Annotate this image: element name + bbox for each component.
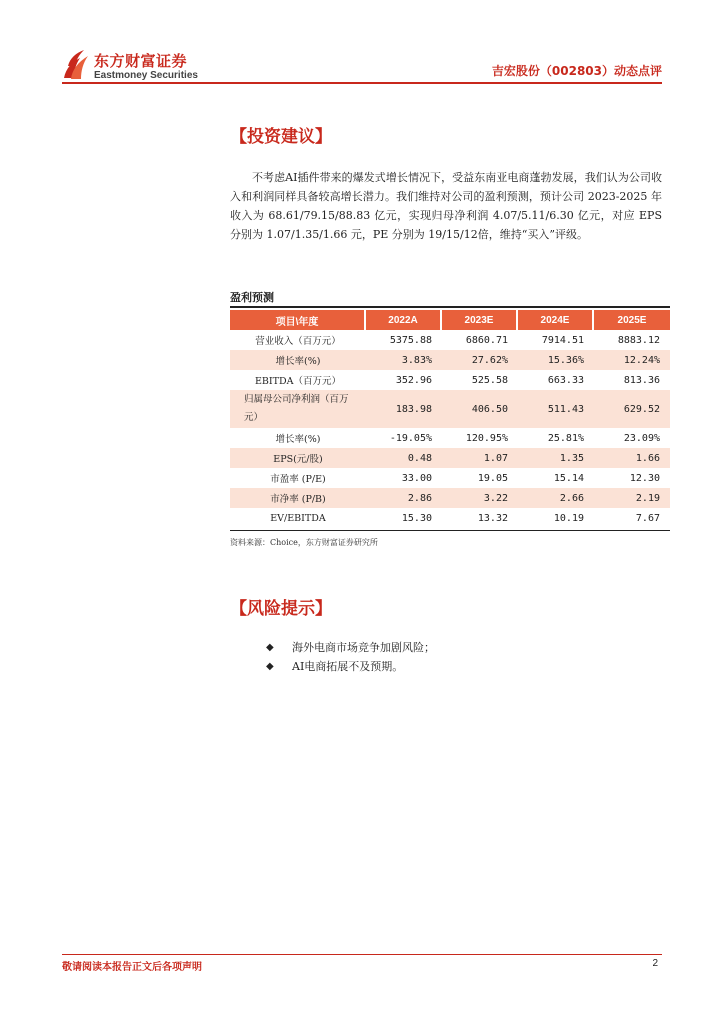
table-source-note: 资料来源：Choice，东方财富证券研究所 <box>230 538 378 547</box>
cell-value: 27.62% <box>442 350 518 370</box>
cell-value: 12.24% <box>594 350 670 370</box>
row-label: EPS(元/股) <box>230 448 366 468</box>
cell-value: 12.30 <box>629 472 660 484</box>
investment-recommendation-paragraph: 不考虑AI插件带来的爆发式增长情况下，受益东南亚电商蓬勃发展，我们认为公司收入和利润同样具备较高增长潜力。我们维持对公司的盈利预测，预计公司 2023-2025 年收入为 68.61/79.15/88.83 亿元，实现归母净利润 4.07/5.11/6.30 亿元，对应 EPS 分别为 1.07/1.35/1.66 元，PE 分别为 19/15/12倍，维持“买入”评级。 <box>230 171 662 241</box>
cell-value: 15.14 <box>553 472 584 484</box>
table-row-pe <box>230 468 670 488</box>
cell-value: 2.19 <box>594 488 670 508</box>
cell-value: 15.36% <box>518 350 594 370</box>
table-row-ebitda <box>230 370 670 390</box>
cell-value: 120.95% <box>465 432 508 444</box>
table-row-profit-growth <box>230 428 670 448</box>
cell-value: 6860.71 <box>465 334 508 346</box>
row-label: 增长率(%) <box>275 434 321 445</box>
table-row-revenue-growth <box>230 350 670 370</box>
brand-name-cn: 东方财富证券 <box>94 52 188 70</box>
forecast-table-title: 盈利预测 <box>230 291 274 304</box>
cell-value: 406.50 <box>442 390 518 428</box>
table-row-net-profit <box>230 390 670 428</box>
row-label: 归属母公司净利润（百万元） <box>230 390 366 428</box>
cell-value: 7.67 <box>635 512 660 524</box>
cell-value: 525.58 <box>471 374 508 386</box>
cell-value: -19.05% <box>389 432 432 444</box>
investment-recommendation-heading: 【投资建议】 <box>230 127 332 147</box>
cell-value: 0.48 <box>366 448 442 468</box>
eastmoney-flame-icon <box>62 48 90 82</box>
cell-value: 19.05 <box>477 472 508 484</box>
column-header-2024e: 2024E <box>518 310 594 330</box>
column-header-2025e: 2025E <box>594 310 670 330</box>
cell-value: 3.83% <box>366 350 442 370</box>
row-label: 营业收入（百万元） <box>255 336 341 347</box>
table-row-ev-ebitda <box>230 508 670 528</box>
earnings-forecast-table <box>230 310 670 528</box>
cell-value: 1.35 <box>518 448 594 468</box>
list-item <box>266 638 435 657</box>
row-label: EBITDA（百万元） <box>255 376 341 387</box>
cell-value: 2.86 <box>366 488 442 508</box>
list-item <box>266 657 435 676</box>
cell-value: 33.00 <box>401 472 432 484</box>
cell-value: 10.19 <box>553 512 584 524</box>
column-header-2023e: 2023E <box>442 310 518 330</box>
diamond-bullet-icon: ◆ <box>266 661 274 672</box>
cell-value: 663.33 <box>547 374 584 386</box>
cell-value: 3.22 <box>442 488 518 508</box>
column-header-2022a: 2022A <box>366 310 442 330</box>
cell-value: 629.52 <box>594 390 670 428</box>
cell-value: 2.66 <box>518 488 594 508</box>
brand-name-en: Eastmoney Securities <box>94 70 198 81</box>
cell-value: 352.96 <box>395 374 432 386</box>
page-number: 2 <box>652 958 658 969</box>
cell-value: 13.32 <box>477 512 508 524</box>
table-top-rule <box>230 306 670 308</box>
table-row-eps <box>230 448 670 468</box>
table-header-row <box>230 310 670 330</box>
row-label: EV/EBITDA <box>270 512 326 524</box>
footer-divider <box>62 954 662 955</box>
diamond-bullet-icon: ◆ <box>266 642 274 653</box>
cell-value: 813.36 <box>623 374 660 386</box>
cell-value: 7914.51 <box>541 334 584 346</box>
report-title: 吉宏股份（002803）动态点评 <box>491 64 662 78</box>
cell-value: 183.98 <box>366 390 442 428</box>
row-label: 增长率(%) <box>230 350 366 370</box>
cell-value: 5375.88 <box>389 334 432 346</box>
cell-value: 1.07 <box>442 448 518 468</box>
cell-value: 1.66 <box>594 448 670 468</box>
row-label: 市净率 (P/B) <box>230 488 366 508</box>
header-divider <box>62 82 662 84</box>
cell-value: 25.81% <box>547 432 584 444</box>
table-bottom-rule <box>230 530 670 531</box>
column-header-item: 项目\年度 <box>230 310 366 330</box>
risk-warning-heading: 【风险提示】 <box>230 599 332 619</box>
cell-value: 23.09% <box>623 432 660 444</box>
cell-value: 511.43 <box>518 390 594 428</box>
cell-value: 8883.12 <box>617 334 660 346</box>
row-label: 市盈率 (P/E) <box>270 474 326 485</box>
risk-item-text: AI电商拓展不及预期。 <box>292 660 404 673</box>
footer-disclaimer: 敬请阅读本报告正文后各项声明 <box>62 962 202 973</box>
table-row-revenue <box>230 330 670 350</box>
table-row-pb <box>230 488 670 508</box>
cell-value: 15.30 <box>401 512 432 524</box>
risk-list <box>266 638 435 676</box>
risk-item-text: 海外电商市场竞争加剧风险； <box>292 641 435 654</box>
